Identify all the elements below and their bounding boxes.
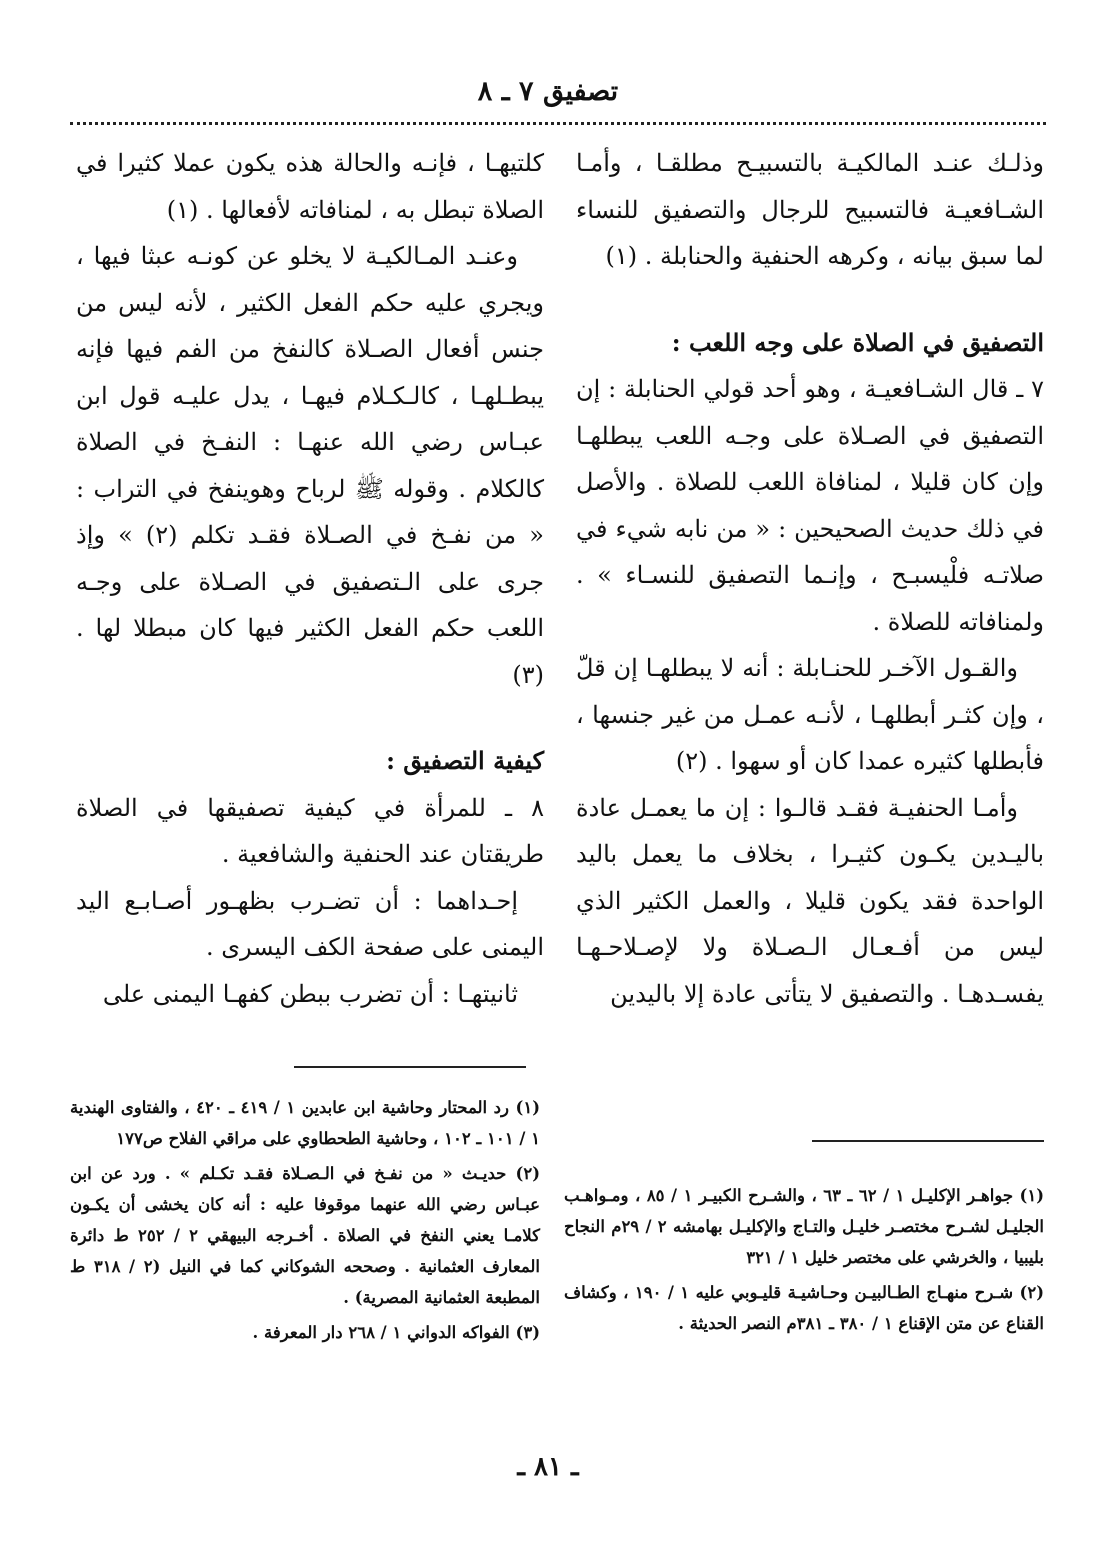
footnote: (٢) حديـث « من نفـخ في الـصـلاة فقـد تكـلم » . ورد عن ابن عبـاس رضي الله عنهما موقوفا عليه : أنه كان يخشى أن يكـون كلامـا يعني النفخ في الصلاة . أخـرجه البيهقي ٢ / ٢٥٢ ط دائرة المعارف العثمانية . وصححه الشوكاني كما في النيل (٢ / ٣١٨ ط المطبعة العثمانية المصرية) .	[70, 1164, 540, 1307]
right-paragraph-1: وذلـك عنـد المالكيـة بالتسبيـح مطلقـا ، وأمـا الشـافعيـة فالتسبيح للرجال والتصفيق للنساء لما سبق بيانه ، وكرهه الحنفية والحنابلة . (١)	[576, 149, 1044, 270]
footnote-rule-left	[294, 1066, 526, 1068]
header-dotted-rule	[70, 122, 1046, 125]
right-paragraph-4: وأمـا الحنفيـة فقـد قالـوا : إن ما يعمـل عادة باليـدين يكـون كثيـرا ، بخلاف ما يعمل باليد الواحدة فقد يكون قليلا ، والعمل الكثير الذي ليس من أفـعـال الـصـلاة ولا لإصـلاحـهـا يفسـدهـا . والتصفيق لا يتأتى عادة إلا باليدين	[576, 793, 1044, 1008]
page-header-title: تصفيق ٧ ـ ٨	[477, 76, 619, 107]
right-paragraph-2: ٧ ـ قال الشـافعيـة ، وهو أحد قولي الحنابلة : إن التصفيق في الصـلاة على وجـه اللعب يبطلهـا وإن كان قليلا ، لمنافاة اللعب للصلاة . والأصل في ذلك حديث الصحيحين : « من نابه شيء في صلاتـه فلْيسبـح ، وإنـما التصفيق للنسـاء » . ولمنافاته للصلاة .	[576, 375, 1044, 636]
left-paragraph-3: ٨ ـ للمرأة في كيفية تصفيقها في الصلاة طريقتان عند الحنفية والشافعية .	[76, 793, 544, 868]
left-section-heading: كيفية التصفيق :	[386, 746, 544, 775]
left-paragraph-2: وعنـد المـالكيـة لا يخلو عن كونـه عبثا فيها ، ويجري عليه حكم الفعل الكثير ، لأنه ليس من جنس أفعال الصـلاة كالنفخ من الفم فيها فإنه يبطـلهـا ، كالـكـلام فيهـا ، يدل عليـه قول ابن عبـاس رضي الله عنهـا : النفـخ في الصلاة كالكلام . وقوله ﷺ لرباح وهوينفخ في التراب : « من نفـخ في الصـلاة فقـد تكلم (٢) » وإذ جرى على الـتصفيق في الصـلاة على وجـه اللعب حكم الفعل الكثير فيها كان مبطلا لها . (٣)	[76, 242, 544, 689]
footnote: (١) رد المحتار وحاشية ابن عابدين ١ / ٤١٩ ـ ٤٢٠ ، والفتاوى الهندية ١ / ١٠١ ـ ١٠٢ ، وحاشية الطحطاوي على مراقي الفلاح ص١٧٧	[70, 1098, 541, 1148]
footnote: (١) جواهـر الإكليـل ١ / ٦٢ ـ ٦٣ ، والشـرح الكبيـر ١ / ٨٥ ، ومـواهـب الجليـل لشـرح مختصـر خليـل والتـاج والإكليـل بهامشه ٢ / ٢٩م النجاح بليبيا ، والخرشي على مختصر خليل ١ / ٣٢١	[564, 1186, 1045, 1267]
right-column	[576, 140, 1044, 1017]
page-number: ـ ٨١ ـ	[517, 1452, 579, 1482]
footnotes-right	[564, 1180, 1044, 1343]
left-paragraph-1: كلتيهـا ، فإنـه والحالة هذه يكون عملا كثيرا في الصلاة تبطل به ، لمنافاته لأفعالها . (١)	[76, 149, 544, 224]
left-paragraph-4: إحـداهما : أن تضـرب بظهـور أصـابـع اليد اليمنى على صفحة الكف اليسرى .	[76, 886, 544, 961]
left-paragraph-5: ثانيتهـا : أن تضرب ببطن كفهـا اليمنى على	[102, 979, 518, 1008]
footnote-rule-right	[812, 1140, 1044, 1142]
right-paragraph-3: والقـول الآخـر للحنـابلة : أنه لا يبطلهـا إن قلّ ، وإن كثـر أبطلهـا ، لأنـه عمـل من غير جنسها ، فأبطلها كثيره عمدا كان أو سهوا . (٢)	[576, 654, 1044, 775]
footnotes-left	[70, 1092, 540, 1352]
footnote: (٣) الفواكه الدواني ١ / ٢٦٨ دار المعرفة .	[252, 1323, 540, 1342]
footnote: (٢) شـرح منهـاج الطـالبيـن وحـاشيـة قليـوبي عليه ١ / ١٩٠ ، وكشاف القناع عن متن الإقناع ١ / ٣٨٠ ـ ٣٨١م النصر الحديثة .	[564, 1283, 1044, 1333]
right-section-heading: التصفيق في الصلاة على وجه اللعب :	[671, 327, 1044, 357]
left-column	[76, 140, 544, 1017]
